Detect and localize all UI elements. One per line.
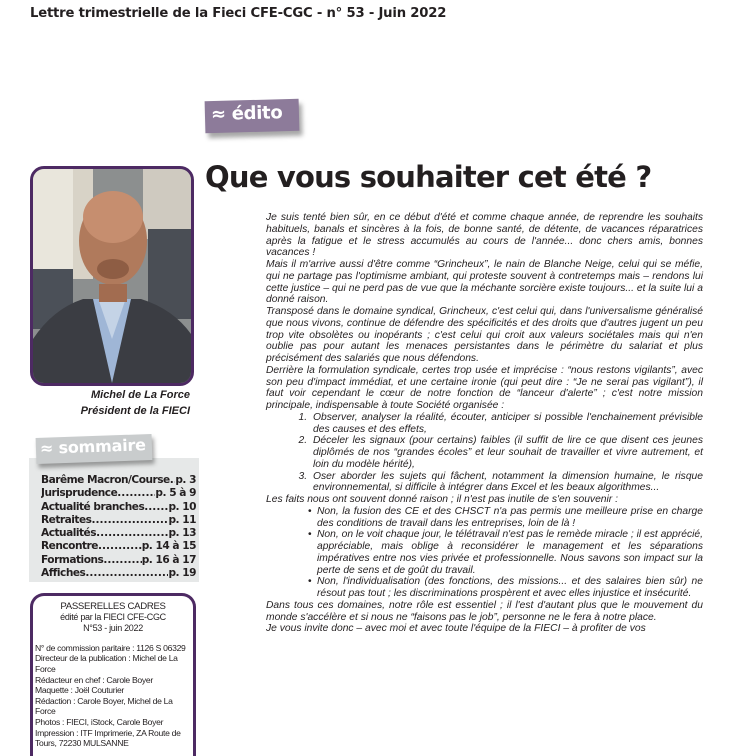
toc-item-label: Affiches <box>41 567 86 580</box>
paragraph: Transposé dans le domaine syndical, Grincheux, c'est celui qui, dans l'universalisme généralisé que nous vivons, continue de défendre des spécificités et des droits que d'autres jugent un peu trop vite obsolètes ou inopérants ; c'est celui qui croit aux valeurs sociétales mais qui n'en oublie pas pour autant les menaces persistantes dans le périmètre du salariat et plus précisément des salariés que nous défendons. <box>266 306 703 364</box>
colophon-box <box>30 593 196 756</box>
colophon-line: Rédacteur en chef : Carole Boyer <box>35 674 153 685</box>
toc-item-page: p. 19 <box>168 567 196 580</box>
paragraph: Je suis tenté bien sûr, en ce début d'été et comme chaque année, de reprendre les souhaits habituels, banals et sincères à la fois, de bonne santé, de détente, de vacances réparatrices après la fatigue et le stress accumulés au cours de l'année... donc chers amis, bonnes vacances ! <box>266 212 703 259</box>
toc-item[interactable] <box>41 554 196 567</box>
publication-name: PASSERELLES CADRES <box>60 601 166 612</box>
toc-item-page: p. 10 <box>168 500 196 513</box>
colophon-line: Maquette : Joël Couturier <box>35 685 124 696</box>
page-title: Que vous souhaiter cet été ? <box>205 160 652 194</box>
numbered-list-item: 2. Déceler les signaux (pour certains) faibles (il suffit de lire ce que disent ces jeunes diplômés de nos “grandes écoles” et leur souhait de travailler et vivre autrement, et loin du modèle hérité), <box>310 435 703 470</box>
bullet-list <box>266 506 703 600</box>
sommaire-tag-label: ≈ sommaire <box>39 435 147 458</box>
paragraph: Je vous invite donc – avec moi et avec toute l'équipe de la FIECI – à profiter de vos <box>266 623 646 635</box>
toc-leader-dots <box>98 540 142 553</box>
toc-item-label: Retraites <box>41 513 92 526</box>
numbered-list-item: 3. Oser aborder les sujets qui fâchent, notamment la dimension humaine, le risque environnemental, si difficile à intégrer dans Excel et les beaux algorithmes... <box>310 471 703 495</box>
toc-item-label: Rencontre <box>41 540 98 553</box>
toc-item[interactable] <box>41 501 196 514</box>
toc-item-label: Barême Macron/Course <box>41 474 170 486</box>
toc-leader-dots <box>96 527 168 540</box>
edito-tag-label: ≈ édito <box>210 102 283 126</box>
sommaire-section-tag <box>36 434 153 464</box>
author-photo <box>30 166 194 386</box>
author-role: Président de la FIECI <box>80 405 190 417</box>
toc-item[interactable] <box>41 474 196 487</box>
toc-item-label: Actualité branches <box>41 500 145 513</box>
toc-item[interactable] <box>41 514 196 527</box>
toc-leader-dots <box>117 487 155 500</box>
toc-item[interactable] <box>41 527 196 540</box>
toc-leader-dots <box>144 501 168 514</box>
colophon-line: Rédaction : Carole Boyer, Michel de La Force <box>35 695 173 717</box>
colophon-details <box>33 643 193 749</box>
issue-number: N°53 - juin 2022 <box>83 622 143 633</box>
photo-caption <box>30 387 190 419</box>
toc-leader-dots <box>85 567 168 580</box>
paragraph: Les faits nous ont souvent donné raison ; il n'est pas inutile de s'en souvenir : <box>266 494 618 505</box>
toc-item-label: Actualités <box>41 527 97 540</box>
bullet-list-item: • Non, on le voit chaque jour, le télétravail n'est pas le remède miracle ; il est apprécié, appréciable, mais oblige à reconsidérer le management et les séparations impératives entre nos vies privée et professionnelle. Nous savons son impact sur la perte de sens et de goût du travail. <box>310 529 703 576</box>
table-of-contents <box>41 474 196 580</box>
paragraph: Derrière la formulation syndicale, certes trop usée et imprécise : “nous restons vigilants”, avec son peu d'impact immédiat, et une certaine ironie (qui peut dire : “Je ne serai pas vigilant”), il faut voir cependant le cœur de notre fonction de “lanceur d'alerte” ; c'est notre mission principale, indispensable à toute Société organisée : <box>266 364 703 411</box>
numbered-list-item: 1. Observer, analyser la réalité, écouter, anticiper si possible l'enchainement prévisible des causes et des effets, <box>310 412 703 436</box>
toc-item-label: Jurisprudence <box>41 487 118 500</box>
edito-section-tag <box>205 99 300 133</box>
toc-leader-dots <box>91 514 168 527</box>
toc-item-page: p. 5 à 9 <box>155 487 196 500</box>
newsletter-header: Lettre trimestrielle de la Fieci CFE-CGC - n° 53 - Juin 2022 <box>30 6 447 21</box>
paragraph: Dans tous ces domaines, notre rôle est essentiel ; il l'est d'autant plus que le mouvement du monde s'accélère et si nous ne “faisons pas le job”, personne ne le fera à notre place. <box>266 599 703 623</box>
toc-item-page: p. 13 <box>168 527 196 540</box>
colophon-header <box>33 602 193 633</box>
toc-item[interactable] <box>41 487 196 500</box>
toc-item-page: p. 16 à 17 <box>141 553 196 566</box>
publisher: édité par la FIECI CFE-CGC <box>60 612 166 623</box>
toc-item[interactable] <box>41 567 196 580</box>
toc-leader-dots <box>103 554 141 567</box>
toc-item-page: p. 14 à 15 <box>141 540 196 553</box>
portrait-image <box>33 169 191 383</box>
toc-item-label: Formations <box>41 553 104 566</box>
toc-item-page: p. 3 <box>175 474 196 486</box>
toc-item[interactable] <box>41 540 196 553</box>
author-name: Michel de La Force <box>90 389 190 401</box>
toc-item-page: p. 11 <box>168 513 196 526</box>
paragraph: Mais il m'arrive aussi d'être comme “Grincheux”, le nain de Blanche Neige, celui qui se méfie, qui ne partage pas l'optimisme ambiant, qui proteste souvent à contretemps mais – rendons lui cette justice – qui ne perd pas de vue que la méchante sorcière existe toujours... et la suite lui a donné raison. <box>266 259 703 306</box>
colophon-line: Impression : ITF Imprimerie, ZA Route de Tours, 72230 MULSANNE <box>35 727 181 749</box>
colophon-line: N° de commission paritaire : 1126 S 06329 <box>35 642 186 653</box>
bullet-list-item: • Non, l'individualisation (des fonctions, des missions... et des salaires bien sûr) ne résout pas tout ; les discriminations prospèrent et avec elles injustice et insécurité. <box>310 576 703 600</box>
edito-body <box>266 212 703 635</box>
bullet-list-item: • Non, la fusion des CE et des CHSCT n'a pas permis une meilleure prise en charge des conditions de travail dans les entreprises, loin de là ! <box>310 506 703 530</box>
numbered-list <box>266 412 703 494</box>
colophon-line: Directeur de la publication : Michel de La Force <box>35 653 178 675</box>
colophon-line: Photos : FIECI, iStock, Carole Boyer <box>35 717 164 728</box>
